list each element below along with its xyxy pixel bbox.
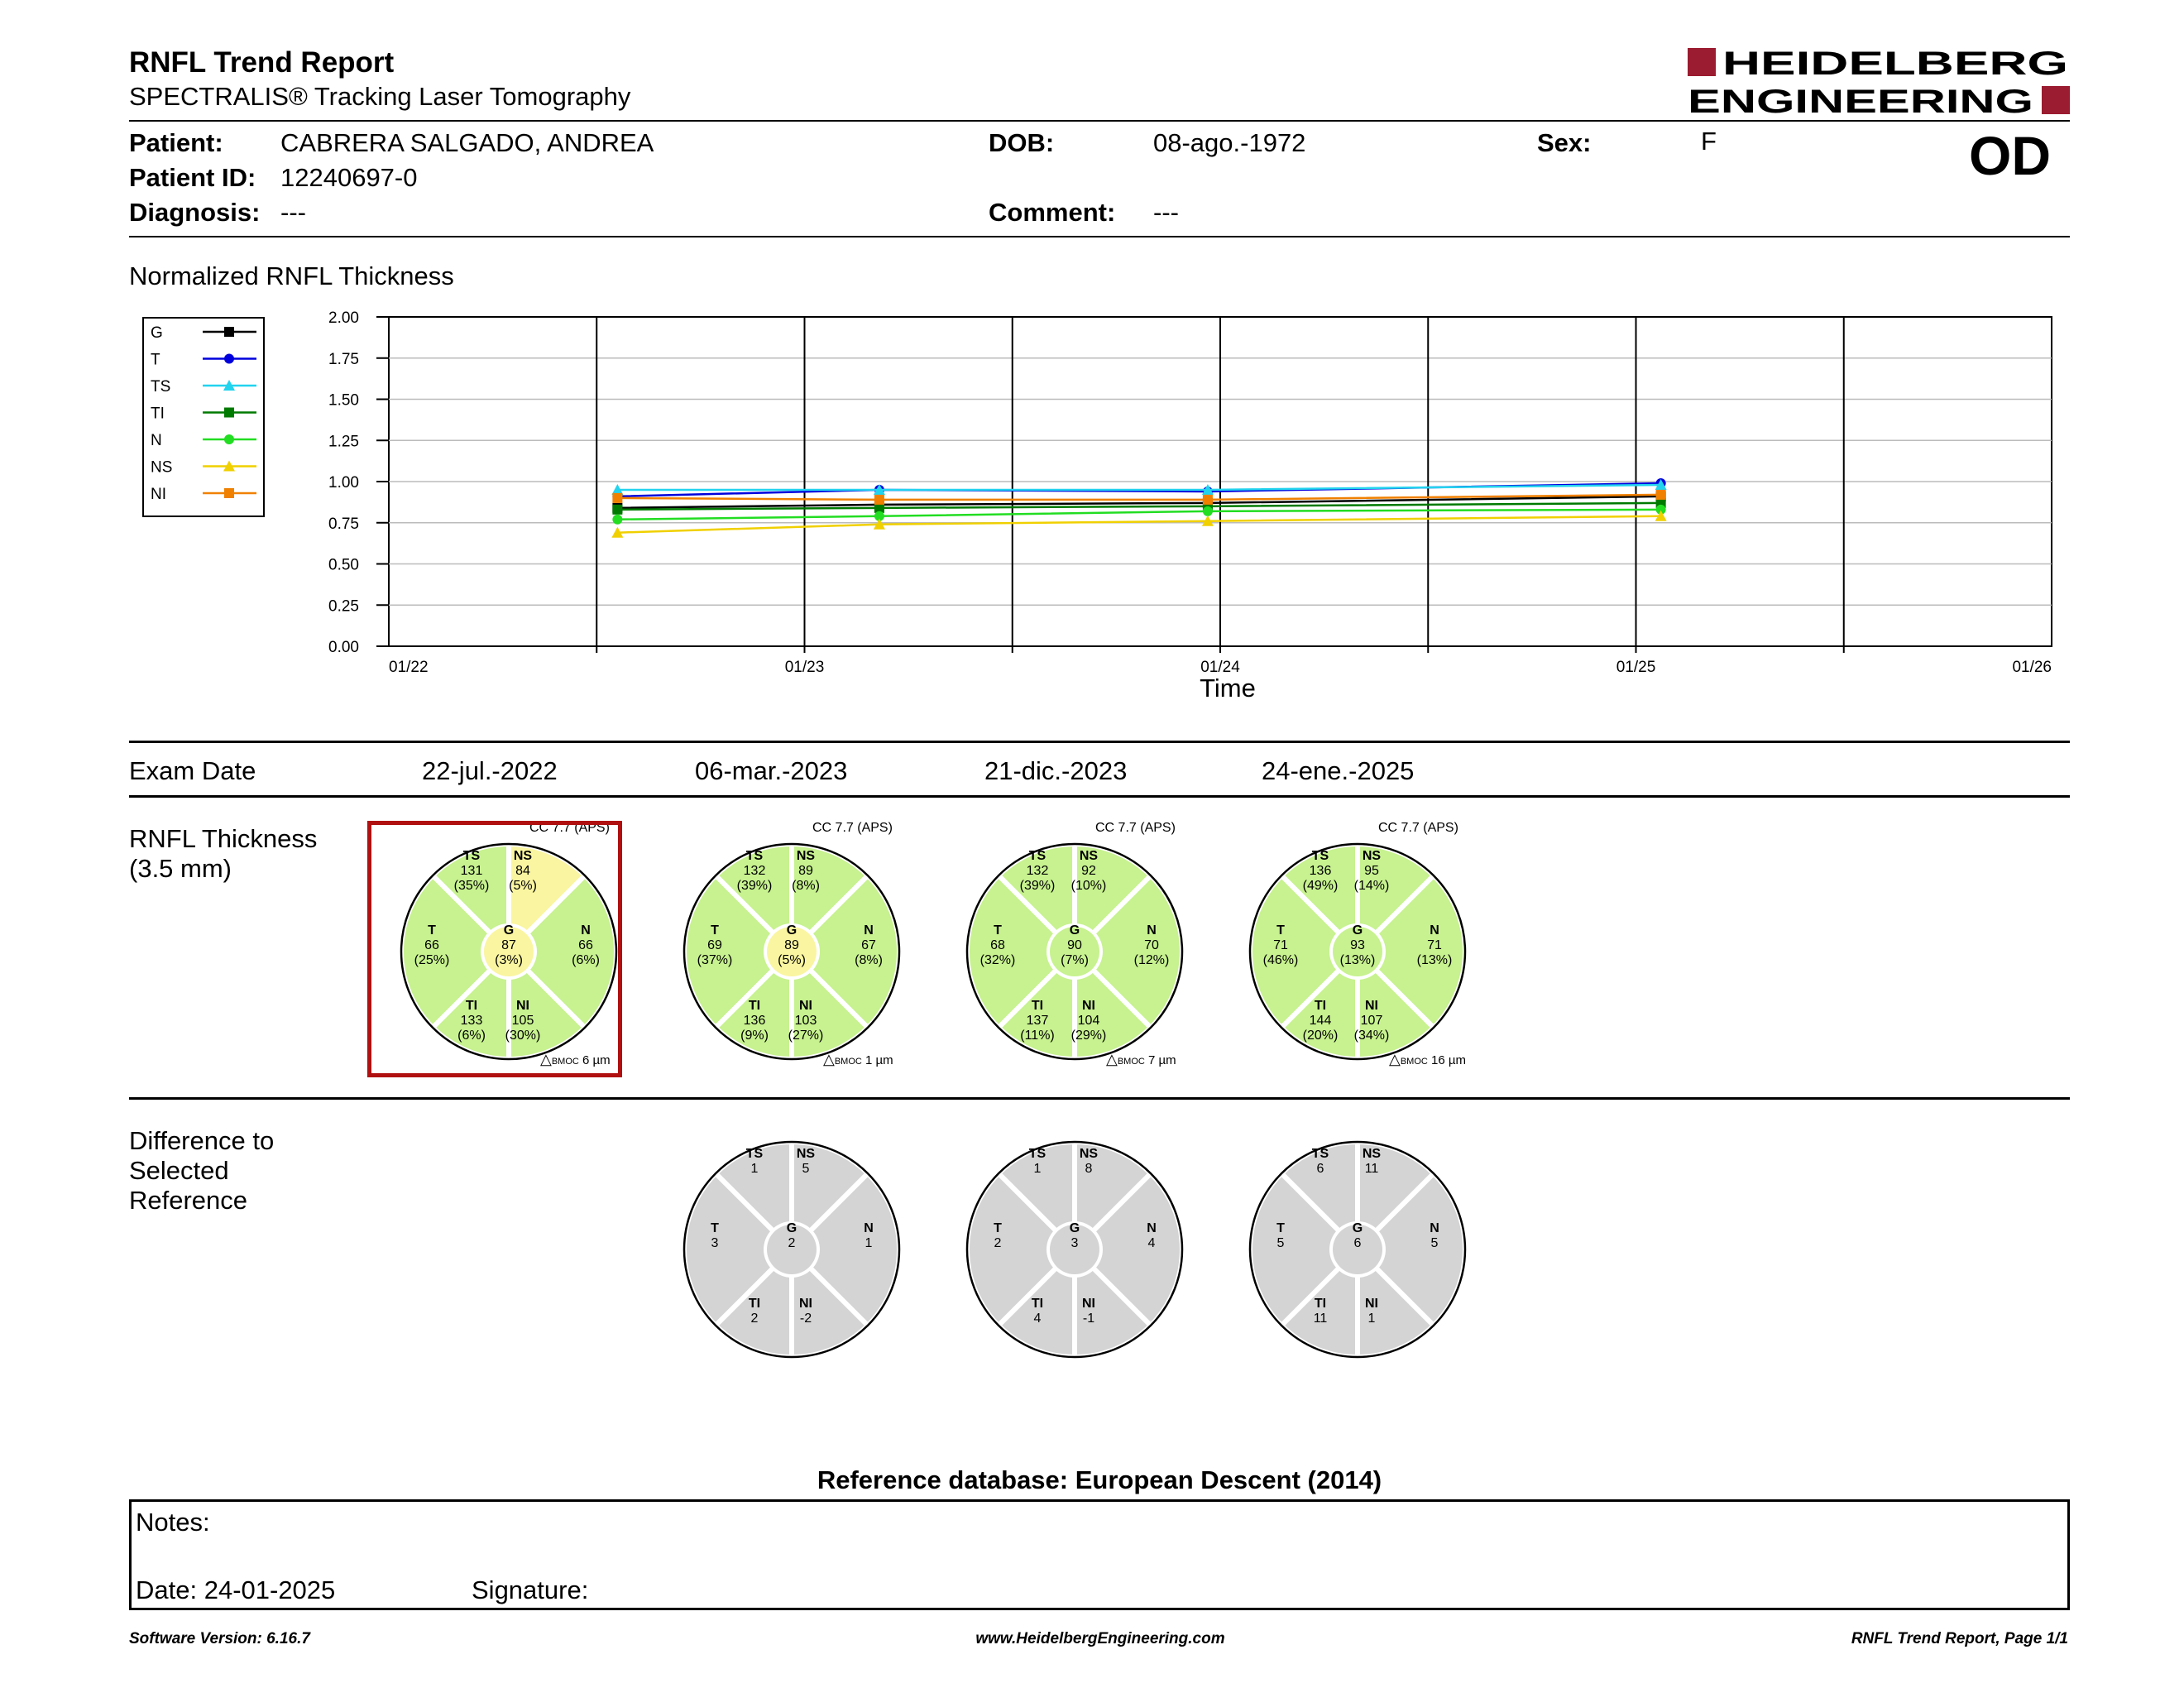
sector-value: 131 [460, 864, 483, 878]
sector-name: N [864, 1221, 874, 1235]
exam-date-3: 21-dic.-2023 [984, 756, 1128, 785]
dob-label: DOB: [989, 128, 1055, 157]
data-point [224, 488, 234, 498]
rnfl-circle [663, 823, 920, 1080]
sector-value: 87 [501, 938, 516, 952]
sector-value: 6 [1316, 1162, 1324, 1176]
sector-name: N [864, 923, 874, 938]
sector-value: 2 [994, 1236, 1002, 1250]
x-tick-label: 01/22 [389, 659, 429, 676]
sector-value: 89 [784, 938, 799, 952]
sector-value: 11 [1313, 1312, 1328, 1326]
sector-percent: (5%) [509, 879, 537, 893]
sector-name: T [994, 1221, 1002, 1235]
comment-value: --- [1153, 198, 1179, 227]
sector-value: 136 [1309, 864, 1332, 878]
sector-name: N [581, 923, 591, 938]
bmoc-label: △BMOC 1 µm [823, 1051, 893, 1067]
sector-percent: (13%) [1339, 953, 1376, 967]
sector-name: TS [1311, 1147, 1329, 1161]
sector-percent: (46%) [1262, 953, 1299, 967]
sector-name: NI [799, 1297, 812, 1311]
difference-label-1: Difference to [129, 1126, 275, 1155]
sector-name: TI [1031, 999, 1044, 1013]
sector-name: G [786, 923, 797, 938]
patient-name: CABRERA SALGADO, ANDREA [280, 128, 654, 157]
sector-value: 4 [1147, 1236, 1156, 1250]
sector-name: NS [1362, 849, 1382, 863]
sector-value: 84 [515, 864, 530, 878]
patient-divider [129, 236, 2070, 237]
sector-value: 107 [1360, 1014, 1383, 1028]
difference-circle [1229, 1121, 1486, 1378]
heidelberg-logo [1688, 43, 2070, 117]
bmoc-label: △BMOC 7 µm [1106, 1051, 1176, 1067]
sector-name: N [1147, 1221, 1157, 1235]
chart-title: Normalized RNFL Thickness [129, 261, 454, 290]
sector-value: 132 [1026, 864, 1049, 878]
sector-name: NS [1079, 1147, 1099, 1161]
sector-name: TS [1028, 1147, 1046, 1161]
y-tick-label: 1.50 [328, 391, 359, 410]
sector-value: 71 [1427, 938, 1442, 952]
data-point [1656, 490, 1666, 500]
exam-date-label: Exam Date [129, 756, 256, 785]
sector-name: N [1147, 923, 1157, 938]
sector-name: NI [1365, 999, 1378, 1013]
y-tick-label: 0.50 [328, 556, 359, 574]
page-number: RNFL Trend Report, Page 1/1 [1851, 1630, 2068, 1647]
sector-percent: (39%) [1019, 879, 1056, 893]
sector-percent: (5%) [778, 953, 806, 967]
legend-label: T [151, 351, 160, 369]
sector-value: 105 [511, 1014, 534, 1028]
sector-value: 103 [794, 1014, 817, 1028]
sector-value: 89 [798, 864, 813, 878]
sector-name: N [1430, 1221, 1439, 1235]
data-point [224, 408, 234, 418]
sector-name: NI [1082, 999, 1095, 1013]
sector-name: G [503, 923, 515, 938]
series-line-ns [617, 516, 1660, 533]
sector-name: G [786, 1221, 797, 1235]
thickness-label-2: (3.5 mm) [129, 854, 232, 883]
notes-label: Notes: [136, 1508, 210, 1537]
sector-percent: (13%) [1416, 953, 1453, 967]
sector-name: NI [1082, 1297, 1095, 1311]
patient-id-value: 12240697-0 [280, 163, 418, 192]
sector-percent: (11%) [1020, 1029, 1055, 1043]
eye-label: OD [1969, 125, 2051, 186]
sector-percent: (29%) [1070, 1029, 1107, 1043]
sector-percent: (37%) [697, 953, 733, 967]
sector-value: 66 [578, 938, 593, 952]
sector-percent: (34%) [1353, 1029, 1390, 1043]
sector-name: TS [745, 849, 764, 863]
data-point [612, 505, 622, 515]
sector-percent: (32%) [979, 953, 1016, 967]
sector-value: 3 [1070, 1236, 1079, 1250]
comment-label: Comment: [989, 198, 1116, 227]
sex-value: F [1701, 127, 1717, 156]
sector-percent: (3%) [495, 953, 523, 967]
sector-percent: (20%) [1302, 1029, 1339, 1043]
rnfl-circle [1229, 823, 1486, 1080]
sector-percent: (9%) [740, 1029, 769, 1043]
legend-label: TS [151, 378, 171, 396]
exam-bottom-divider [129, 795, 2070, 798]
sector-name: G [1069, 1221, 1080, 1235]
exam-date-1: 22-jul.-2022 [422, 756, 558, 785]
reference-database: Reference database: European Descent (2014) [817, 1465, 1382, 1494]
data-point [1203, 506, 1213, 516]
sector-value: 93 [1350, 938, 1365, 952]
sector-name: TI [1314, 999, 1327, 1013]
exam-date-2: 06-mar.-2023 [695, 756, 848, 785]
sector-name: T [711, 1221, 719, 1235]
sector-value: 95 [1364, 864, 1379, 878]
exam-date-4: 24-ene.-2025 [1262, 756, 1415, 785]
sector-name: NI [1365, 1297, 1378, 1311]
x-tick-label: 01/25 [1616, 659, 1656, 676]
sector-name: NS [796, 1147, 816, 1161]
diagnosis-value: --- [280, 198, 306, 227]
y-tick-label: 1.25 [328, 433, 359, 451]
sector-name: T [711, 923, 719, 938]
report-subtitle: SPECTRALIS® Tracking Laser Tomography [129, 82, 631, 111]
sector-name: TS [745, 1147, 764, 1161]
sector-percent: (27%) [788, 1029, 824, 1043]
thickness-label-1: RNFL Thickness [129, 824, 318, 853]
sector-name: TI [1031, 1297, 1044, 1311]
thickness-divider [129, 1097, 2070, 1100]
sector-value: 11 [1364, 1162, 1379, 1176]
legend-label: NS [151, 458, 173, 477]
sector-value: 1 [864, 1236, 873, 1250]
sector-value: 1 [1033, 1162, 1042, 1176]
notes-box [129, 1499, 2070, 1610]
cc-label: CC 7.7 (APS) [1378, 821, 1458, 835]
sector-value: 1 [750, 1162, 759, 1176]
x-tick-label: 01/23 [784, 659, 825, 676]
sector-percent: (7%) [1061, 953, 1089, 967]
logo-text-2: ENGINEERING [1688, 84, 2033, 117]
bmoc-label: △BMOC 16 µm [1389, 1051, 1467, 1067]
data-point [224, 327, 234, 337]
difference-circle [946, 1121, 1203, 1378]
sector-name: NI [799, 999, 812, 1013]
legend-label: G [151, 324, 163, 342]
sector-value: -2 [799, 1312, 812, 1326]
sector-name: T [1276, 1221, 1285, 1235]
sector-percent: (49%) [1302, 879, 1339, 893]
sector-percent: (8%) [792, 879, 820, 893]
cc-label: CC 7.7 (APS) [1095, 821, 1176, 835]
sector-percent: (35%) [453, 879, 490, 893]
cc-label: CC 7.7 (APS) [529, 821, 610, 835]
patient-label: Patient: [129, 128, 223, 157]
sector-value: 5 [802, 1162, 810, 1176]
sector-percent: (10%) [1070, 879, 1107, 893]
sector-value: 66 [424, 938, 439, 952]
sector-value: 90 [1067, 938, 1082, 952]
difference-circle [663, 1121, 920, 1378]
y-tick-label: 0.75 [328, 515, 359, 533]
y-tick-label: 1.00 [328, 474, 359, 492]
sector-percent: (14%) [1353, 879, 1390, 893]
website-link[interactable]: www.HeidelbergEngineering.com [975, 1630, 1225, 1647]
trend-chart [124, 302, 2076, 707]
sector-value: 67 [861, 938, 876, 952]
selected-reference-box[interactable] [367, 821, 622, 1077]
difference-label-2: Selected [129, 1156, 229, 1185]
sector-value: 5 [1276, 1236, 1285, 1250]
x-tick-label: 01/24 [1200, 659, 1240, 676]
sex-label: Sex: [1537, 128, 1592, 157]
sector-percent: (8%) [855, 953, 883, 967]
data-point [612, 493, 622, 503]
sector-value: 1 [1367, 1312, 1376, 1326]
sector-value: 104 [1077, 1014, 1100, 1028]
sector-percent: (12%) [1133, 953, 1170, 967]
sector-name: TS [1028, 849, 1046, 863]
sector-name: T [994, 923, 1002, 938]
data-point [874, 495, 884, 505]
sector-name: G [1352, 1221, 1363, 1235]
diagnosis-label: Diagnosis: [129, 198, 261, 227]
sector-percent: (30%) [505, 1029, 541, 1043]
sector-name: T [428, 923, 436, 938]
sector-value: -1 [1082, 1312, 1095, 1326]
sector-name: TI [1314, 1297, 1327, 1311]
sector-value: 2 [788, 1236, 796, 1250]
sector-value: 5 [1430, 1236, 1439, 1250]
sector-value: 137 [1026, 1014, 1049, 1028]
sector-percent: (6%) [457, 1029, 486, 1043]
software-version: Software Version: 6.16.7 [129, 1630, 310, 1647]
logo-text-1: HEIDELBERG [1722, 46, 2068, 82]
sector-name: G [1069, 923, 1080, 938]
sector-name: NS [513, 849, 533, 863]
y-tick-label: 0.25 [328, 597, 359, 616]
dob-value: 08-ago.-1972 [1153, 128, 1306, 157]
sector-value: 70 [1144, 938, 1159, 952]
sector-value: 132 [743, 864, 766, 878]
legend-label: TI [151, 405, 165, 423]
sector-name: TI [748, 999, 761, 1013]
data-point [1203, 495, 1213, 505]
sector-name: TS [1311, 849, 1329, 863]
rnfl-circle [946, 823, 1203, 1080]
y-tick-label: 2.00 [328, 309, 359, 327]
sector-value: 136 [743, 1014, 766, 1028]
sector-value: 4 [1033, 1312, 1042, 1326]
exam-top-divider [129, 741, 2070, 743]
sector-value: 69 [707, 938, 722, 952]
sector-value: 133 [460, 1014, 483, 1028]
patient-id-label: Patient ID: [129, 163, 256, 192]
x-axis-label: Time [1200, 674, 1256, 703]
report-title: RNFL Trend Report [129, 46, 395, 79]
sector-percent: (6%) [572, 953, 600, 967]
sector-value: 68 [990, 938, 1005, 952]
sector-value: 6 [1353, 1236, 1362, 1250]
sector-value: 3 [711, 1236, 719, 1250]
legend-label: N [151, 432, 162, 449]
sector-name: NS [796, 849, 816, 863]
sector-name: T [1276, 923, 1285, 938]
data-point [612, 515, 622, 525]
cc-label: CC 7.7 (APS) [812, 821, 893, 835]
sector-name: TI [748, 1297, 761, 1311]
data-point [224, 354, 234, 364]
sector-value: 8 [1085, 1162, 1093, 1176]
legend-label: NI [151, 486, 166, 503]
x-tick-label: 01/26 [2012, 659, 2052, 676]
y-tick-label: 1.75 [328, 350, 359, 368]
sector-name: TI [465, 999, 478, 1013]
bmoc-label: △BMOC 6 µm [540, 1051, 611, 1067]
data-point [224, 434, 234, 444]
signature-label: Signature: [472, 1575, 589, 1604]
sector-value: 144 [1309, 1014, 1332, 1028]
header-divider [129, 120, 2070, 122]
sector-name: N [1430, 923, 1439, 938]
difference-label-3: Reference [129, 1186, 248, 1215]
sector-name: TS [462, 849, 481, 863]
sector-name: NS [1362, 1147, 1382, 1161]
sector-name: NS [1079, 849, 1099, 863]
y-tick-label: 0.00 [328, 639, 359, 656]
series-line-ts [617, 485, 1660, 490]
sector-name: NI [516, 999, 529, 1013]
sector-percent: (39%) [736, 879, 773, 893]
sector-name: G [1352, 923, 1363, 938]
sector-value: 2 [750, 1312, 759, 1326]
sector-percent: (25%) [414, 953, 450, 967]
notes-date: Date: 24-01-2025 [136, 1575, 336, 1604]
sector-value: 92 [1081, 864, 1096, 878]
sector-value: 71 [1273, 938, 1288, 952]
